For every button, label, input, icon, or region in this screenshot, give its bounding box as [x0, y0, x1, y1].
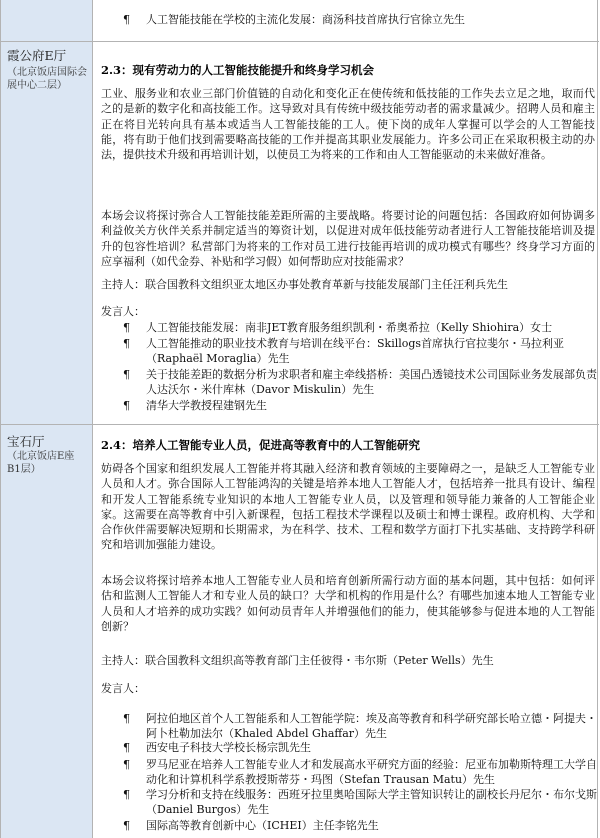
session-chair: 主持人：联合国教科文组织高等教育部门主任彼得・韦尔斯（Peter Wells）先生: [101, 654, 494, 667]
agenda-row-continued: [1, 0, 599, 42]
content-cell: [93, 42, 599, 424]
bullet-marker: ¶: [123, 321, 130, 334]
speakers-label: 发言人：: [101, 305, 145, 318]
content-cell: [93, 0, 599, 41]
bullet-marker: ¶: [123, 819, 130, 832]
speaker-item: 阿拉伯地区首个人工智能系和人工智能学院：埃及高等教育和科学研究部长哈立德・阿提夫・阿卜杜勒加法尔（Khaled Abdel Ghaffar）先生: [146, 712, 597, 741]
bullet-marker: ¶: [123, 741, 130, 754]
bullet-marker: ¶: [123, 788, 130, 801]
speaker-item: 学习分析和支持在线服务：西班牙拉里奥哈国际大学主管知识转让的副校长丹尼尔・布尔戈斯（Daniel Burgos）先生: [146, 788, 597, 817]
speaker-item: 人工智能推动的职业技术教育与培训在线平台：Skillogs首席执行官拉斐尔・马拉利亚（Raphaël Moraglia）先生: [146, 337, 565, 366]
venue-location: （北京饭店国际会展中心二层）: [7, 67, 87, 91]
speaker-item: 罗马尼亚在培养人工智能专业人才和发展高水平研究方面的经验：尼亚布加勒斯特理工大学自动化和计算机科学系教授斯蒂芬・玛图（Stefan Trausan Matu）先生: [146, 758, 597, 787]
speaker-item: 西安电子科技大学校长杨宗凯先生: [146, 741, 311, 754]
venue-name: 宝石厅: [7, 434, 45, 449]
speakers-label: 发言人：: [101, 682, 145, 695]
bullet-marker: ¶: [123, 758, 130, 771]
agenda-row-session-2-3: [1, 42, 599, 425]
speaker-item: 清华大学教授程建钢先生: [146, 399, 267, 412]
session-description: 妨碍各个国家和组织发展人工智能并将其融入经济和教育领域的主要障碍之一，是缺乏人工智能专业人员和人才。弥合国际人工智能鸿沟的关键是培养本地人工智能人才，包括培养一批具有设计、编程和开发人工智能系统专业知识的本地人工智能专业人员，以及管理和领导能力兼备的人工智能企业家。这需要在高等教育中引入新课程，包括工程技术学课程以及硕士和博士课程。政府机构、大学和合作伙伴需要解决短期和长期需求，为在科学、技术、工程和数学方面打下扎实基础、支持跨学科研究和培训加强能力建设。: [101, 462, 595, 552]
session-questions: 本场会议将探讨培养本地人工智能专业人员和培育创新所需行动方面的基本问题，其中包括：如何评估和监测人工智能人才和专业人员的缺口？大学和机构的作用是什么？有哪些加速本地人工智能专业人员和人才培养的成功实践？如何动员青年人并增强他们的能力，使其能够参与促进本地的人工智能创新？: [101, 574, 595, 633]
session-title: 2.3：现有劳动力的人工智能技能提升和终身学习机会: [101, 63, 375, 77]
speaker-item: 人工智能技能在学校的主流化发展：商汤科技首席执行官徐立先生: [146, 13, 465, 26]
venue-cell: [1, 42, 93, 424]
venue-cell: [1, 0, 93, 41]
content-cell: [93, 425, 599, 838]
speaker-item: 国际高等教育创新中心（ICHEI）主任李铭先生: [146, 819, 379, 832]
agenda-row-session-2-4: [1, 425, 599, 838]
speaker-item: 关于技能差距的数据分析为求职者和雇主牵线搭桥：美国凸透镜技术公司国际业务发展部负责人达沃尔・米什库林（Davor Miskulin）先生: [146, 368, 597, 397]
session-questions: 本场会议将探讨弥合人工智能技能差距所需的主要战略。将要讨论的问题包括：各国政府如何协调多利益攸关方伙伴关系并制定适当的筹资计划，以促进对成年低技能劳动者进行人工智能技能培训及提升的包容性培训？私营部门为将来的工作对员工进行技能再培训的成功模式有哪些？终身学习方面的应享福利（如代金券、补贴和学习假）如何帮助应对技能需求？: [101, 209, 595, 268]
bullet-marker: ¶: [123, 337, 130, 350]
bullet-marker: ¶: [123, 399, 130, 412]
session-chair: 主持人：联合国教科文组织亚太地区办事处教育革新与技能发展部门主任汪利兵先生: [101, 278, 508, 291]
session-description: 工业、服务业和农业三部门价值链的自动化和变化正在使传统和低技能的工作失去立足之地，取而代之的是新的数字化和高技能工作。这导致对具有传统中级技能劳动者的需求量减少。招聘人员和雇主正在将目光转向具有基本或适当人工智能技能的工人。使下岗的成年人掌握可以学会的人工智能技能，将有助于他们找到需要略高技能的工作并提高其职业发展能力。许多公司正在采取积极主动的办法，提供技术升级和再培训计划，以使员工为将来的工作和由人工智能驱动的未来做好准备。: [101, 87, 595, 162]
bullet-marker: ¶: [123, 13, 130, 26]
bullet-marker: ¶: [123, 368, 130, 381]
session-title: 2.4：培养人工智能专业人员，促进高等教育中的人工智能研究: [101, 438, 421, 452]
bullet-marker: ¶: [123, 712, 130, 725]
venue-location: （北京饭店E座B1层）: [7, 451, 75, 475]
speaker-item: 人工智能技能发展：南非JET教育服务组织凯利・希奥希拉（Kelly Shiohira）女士: [146, 321, 553, 334]
venue-cell: [1, 425, 93, 838]
venue-name: 霞公府E厅: [7, 48, 67, 63]
